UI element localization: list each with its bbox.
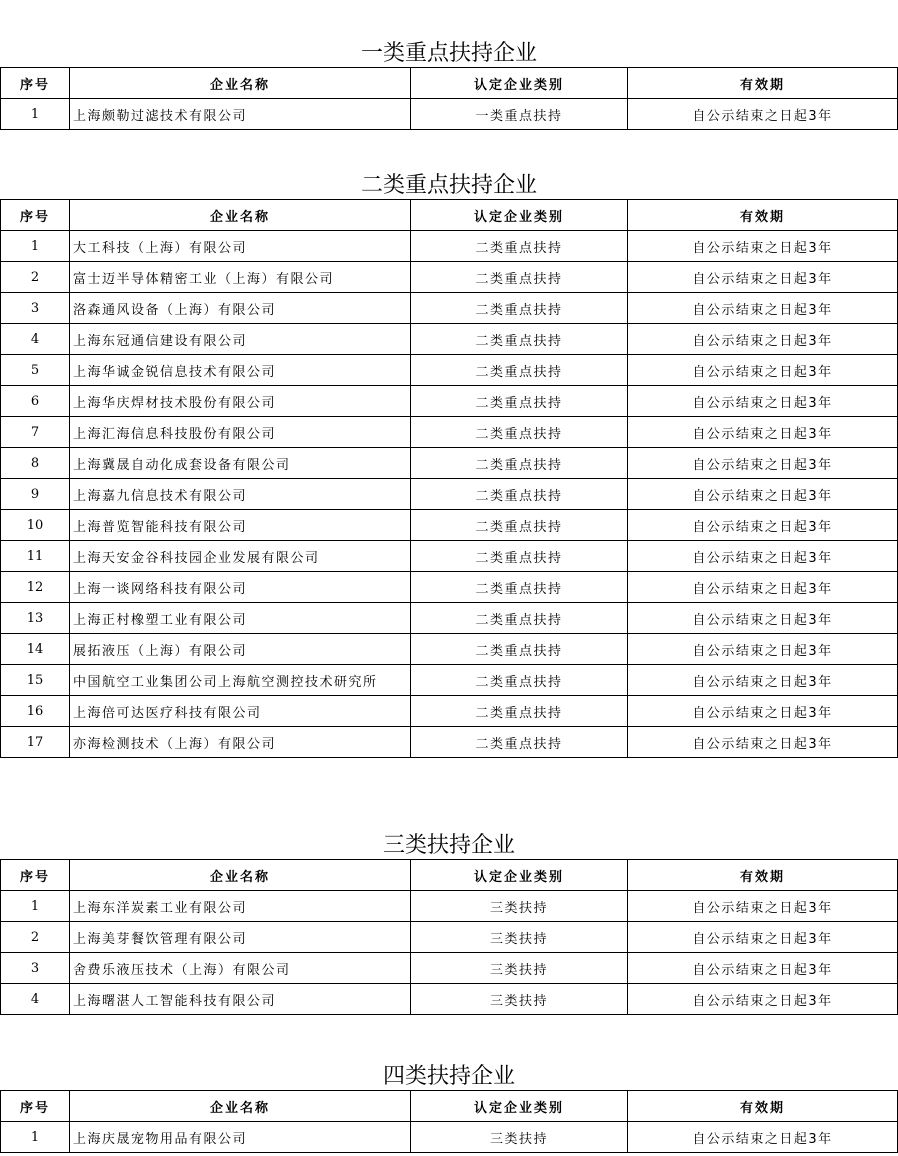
category-cell: 二类重点扶持	[411, 727, 628, 758]
row-index: 1	[1, 99, 70, 130]
section-title: 四类扶持企业	[382, 1064, 515, 1089]
row-index: 11	[1, 541, 70, 572]
section-tier2	[0, 166, 898, 758]
validity-cell: 自公示结束之日起3年	[628, 634, 898, 665]
row-index: 10	[1, 510, 70, 541]
company-name: 上海东洋炭素工业有限公司	[70, 891, 411, 922]
header-name: 企业名称	[70, 1091, 411, 1122]
row-index: 8	[1, 448, 70, 479]
company-name: 中国航空工业集团公司上海航空测控技术研究所	[70, 665, 411, 696]
category-cell: 一类重点扶持	[411, 99, 628, 130]
row-index: 4	[1, 324, 70, 355]
row-index: 9	[1, 479, 70, 510]
company-name: 亦海检测技术（上海）有限公司	[70, 727, 411, 758]
validity-cell: 自公示结束之日起3年	[628, 324, 898, 355]
category-cell: 三类扶持	[411, 922, 628, 953]
row-index: 2	[1, 922, 70, 953]
header-category: 认定企业类别	[411, 200, 628, 231]
table-row	[1, 479, 898, 510]
section-title: 二类重点扶持企业	[360, 173, 537, 198]
table-row	[1, 696, 898, 727]
validity-cell: 自公示结束之日起3年	[628, 603, 898, 634]
section-title: 一类重点扶持企业	[360, 41, 537, 66]
company-name: 上海正村橡塑工业有限公司	[70, 603, 411, 634]
validity-cell: 自公示结束之日起3年	[628, 262, 898, 293]
validity-cell: 自公示结束之日起3年	[628, 572, 898, 603]
category-cell: 二类重点扶持	[411, 417, 628, 448]
company-name: 上海华诚金锐信息技术有限公司	[70, 355, 411, 386]
header-name: 企业名称	[70, 860, 411, 891]
table-row	[1, 355, 898, 386]
table-row	[1, 891, 898, 922]
validity-cell: 自公示结束之日起3年	[628, 231, 898, 262]
header-validity: 有效期	[628, 860, 898, 891]
enterprise-table	[0, 199, 898, 758]
category-cell: 二类重点扶持	[411, 634, 628, 665]
company-name: 舍费乐液压技术（上海）有限公司	[70, 953, 411, 984]
validity-cell: 自公示结束之日起3年	[628, 1122, 898, 1153]
header-category: 认定企业类别	[411, 860, 628, 891]
row-index: 4	[1, 984, 70, 1015]
row-index: 2	[1, 262, 70, 293]
company-name: 上海倍可达医疗科技有限公司	[70, 696, 411, 727]
row-index: 12	[1, 572, 70, 603]
category-cell: 二类重点扶持	[411, 231, 628, 262]
row-index: 14	[1, 634, 70, 665]
header-index: 序号	[1, 1091, 70, 1122]
table-row	[1, 665, 898, 696]
validity-cell: 自公示结束之日起3年	[628, 665, 898, 696]
category-cell: 三类扶持	[411, 984, 628, 1015]
header-index: 序号	[1, 200, 70, 231]
table-row	[1, 922, 898, 953]
category-cell: 三类扶持	[411, 1122, 628, 1153]
header-name: 企业名称	[70, 68, 411, 99]
validity-cell: 自公示结束之日起3年	[628, 293, 898, 324]
validity-cell: 自公示结束之日起3年	[628, 417, 898, 448]
validity-cell: 自公示结束之日起3年	[628, 510, 898, 541]
enterprise-table	[0, 1090, 898, 1153]
row-index: 1	[1, 231, 70, 262]
category-cell: 二类重点扶持	[411, 665, 628, 696]
category-cell: 三类扶持	[411, 891, 628, 922]
company-name: 上海普览智能科技有限公司	[70, 510, 411, 541]
enterprise-table	[0, 67, 898, 130]
validity-cell: 自公示结束之日起3年	[628, 355, 898, 386]
company-name: 展拓液压（上海）有限公司	[70, 634, 411, 665]
table-row	[1, 634, 898, 665]
table-header-row	[1, 1091, 898, 1122]
validity-cell: 自公示结束之日起3年	[628, 696, 898, 727]
section-tier3	[0, 826, 898, 1015]
row-index: 17	[1, 727, 70, 758]
enterprise-table	[0, 859, 898, 1015]
row-index: 1	[1, 891, 70, 922]
section-title: 三类扶持企业	[382, 833, 515, 858]
row-index: 7	[1, 417, 70, 448]
header-validity: 有效期	[628, 68, 898, 99]
validity-cell: 自公示结束之日起3年	[628, 953, 898, 984]
row-index: 15	[1, 665, 70, 696]
header-name: 企业名称	[70, 200, 411, 231]
company-name: 洛森通风设备（上海）有限公司	[70, 293, 411, 324]
company-name: 上海嘉九信息技术有限公司	[70, 479, 411, 510]
table-row	[1, 417, 898, 448]
table-row	[1, 953, 898, 984]
category-cell: 二类重点扶持	[411, 293, 628, 324]
company-name: 富士迈半导体精密工业（上海）有限公司	[70, 262, 411, 293]
company-name: 大工科技（上海）有限公司	[70, 231, 411, 262]
row-index: 3	[1, 953, 70, 984]
table-row	[1, 262, 898, 293]
row-index: 16	[1, 696, 70, 727]
validity-cell: 自公示结束之日起3年	[628, 479, 898, 510]
table-row	[1, 984, 898, 1015]
table-row	[1, 1122, 898, 1153]
validity-cell: 自公示结束之日起3年	[628, 99, 898, 130]
table-row	[1, 603, 898, 634]
table-row	[1, 324, 898, 355]
category-cell: 二类重点扶持	[411, 479, 628, 510]
table-row	[1, 386, 898, 417]
category-cell: 二类重点扶持	[411, 572, 628, 603]
company-name: 上海美芽餐饮管理有限公司	[70, 922, 411, 953]
header-index: 序号	[1, 860, 70, 891]
company-name: 上海一谈网络科技有限公司	[70, 572, 411, 603]
company-name: 上海庆晟宠物用品有限公司	[70, 1122, 411, 1153]
company-name: 上海颇勒过滤技术有限公司	[70, 99, 411, 130]
section-tier1	[0, 34, 898, 130]
header-category: 认定企业类别	[411, 1091, 628, 1122]
category-cell: 三类扶持	[411, 953, 628, 984]
company-name: 上海天安金谷科技园企业发展有限公司	[70, 541, 411, 572]
category-cell: 二类重点扶持	[411, 448, 628, 479]
category-cell: 二类重点扶持	[411, 355, 628, 386]
category-cell: 二类重点扶持	[411, 262, 628, 293]
row-index: 1	[1, 1122, 70, 1153]
header-index: 序号	[1, 68, 70, 99]
table-header-row	[1, 860, 898, 891]
company-name: 上海华庆焊材技术股份有限公司	[70, 386, 411, 417]
table-row	[1, 510, 898, 541]
table-row	[1, 727, 898, 758]
table-header-row	[1, 68, 898, 99]
category-cell: 二类重点扶持	[411, 510, 628, 541]
category-cell: 二类重点扶持	[411, 696, 628, 727]
row-index: 5	[1, 355, 70, 386]
section-tier4	[0, 1057, 898, 1153]
row-index: 3	[1, 293, 70, 324]
category-cell: 二类重点扶持	[411, 386, 628, 417]
category-cell: 二类重点扶持	[411, 603, 628, 634]
header-validity: 有效期	[628, 1091, 898, 1122]
validity-cell: 自公示结束之日起3年	[628, 727, 898, 758]
validity-cell: 自公示结束之日起3年	[628, 448, 898, 479]
table-header-row	[1, 200, 898, 231]
table-row	[1, 293, 898, 324]
table-row	[1, 448, 898, 479]
company-name: 上海东冠通信建设有限公司	[70, 324, 411, 355]
table-row	[1, 231, 898, 262]
validity-cell: 自公示结束之日起3年	[628, 386, 898, 417]
category-cell: 二类重点扶持	[411, 541, 628, 572]
header-category: 认定企业类别	[411, 68, 628, 99]
category-cell: 二类重点扶持	[411, 324, 628, 355]
company-name: 上海汇海信息科技股份有限公司	[70, 417, 411, 448]
row-index: 13	[1, 603, 70, 634]
table-row	[1, 99, 898, 130]
company-name: 上海冀晟自动化成套设备有限公司	[70, 448, 411, 479]
company-name: 上海曙湛人工智能科技有限公司	[70, 984, 411, 1015]
header-validity: 有效期	[628, 200, 898, 231]
row-index: 6	[1, 386, 70, 417]
validity-cell: 自公示结束之日起3年	[628, 891, 898, 922]
validity-cell: 自公示结束之日起3年	[628, 984, 898, 1015]
validity-cell: 自公示结束之日起3年	[628, 922, 898, 953]
table-row	[1, 572, 898, 603]
table-row	[1, 541, 898, 572]
validity-cell: 自公示结束之日起3年	[628, 541, 898, 572]
